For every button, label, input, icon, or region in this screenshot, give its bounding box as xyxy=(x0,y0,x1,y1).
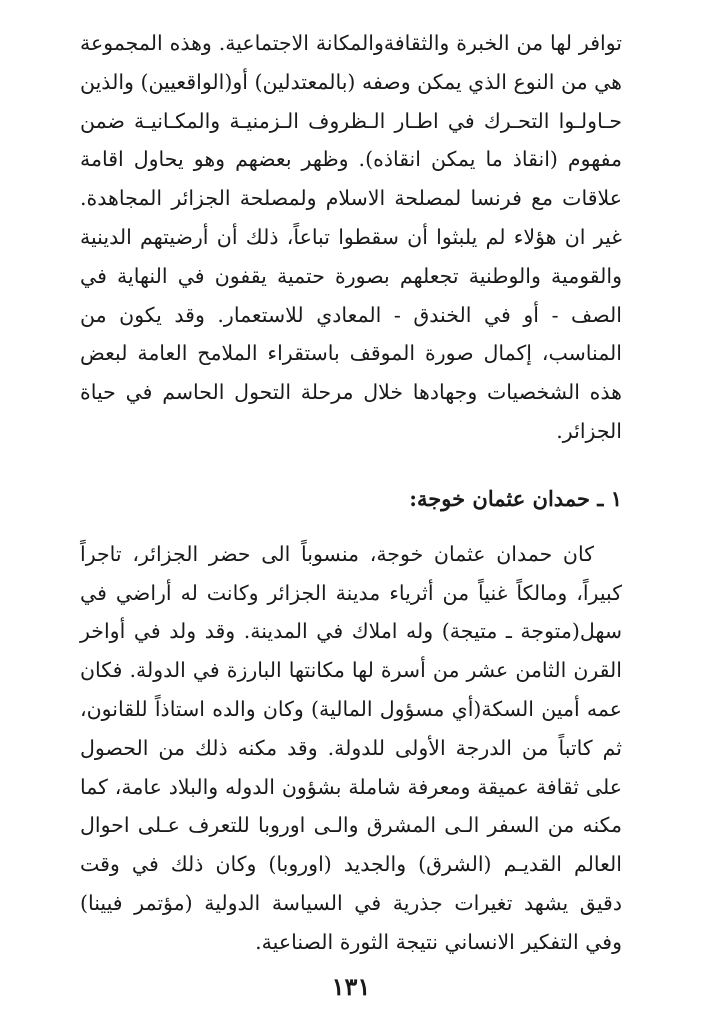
paragraph-intro: توافر لها من الخبرة والثقافةوالمكانة الاجتماعية. وهذه المجموعة هي من النوع الذي يمكن وصفه (بالمعتدلين) أو(الواقعيين) والذين حـاولـوا التحـرك في اطـار الـظروف الـزمنيـة والمكـانيـة ضمن مفهوم (انقاذ ما يمكن انقاذه). وظهر بعضهم وهو يحاول اقامة علاقات مع فرنسا لمصلحة الاسلام ولمصلحة الجزائر المجاهدة. غير ان هؤلاء لم يلبثوا أن سقطوا تباعاً، ذلك أن أرضيتهم الدينية والقومية والوطنية تجعلهم بصورة حتمية يقفون في النهاية في الصف - أو في الخندق - المعادي للاستعمار. وقد يكون من المناسب، إكمال صورة الموقف باستقراء الملامح العامة لبعض هذه الشخصيات وجهادها خلال مرحلة التحول الحاسم في حياة الجزائر. xyxy=(80,31,622,443)
page-number: ١٣١ xyxy=(331,972,371,1001)
paragraph-hamdan: كان حمدان عثمان خوجة، منسوباً الى حضر الجزائر، تاجراً كبيراً، ومالكاً غنياً من أثرياء مدينة الجزائر وكانت له أراضي في سهل(متوجة ـ متيجة) وله املاك في المدينة. وقد ولد في أواخر القرن الثامن عشر من أسرة لها مكانتها البارزة في الدولة. فكان عمه أمين السكة(أي مسؤول المالية) وكان والده استاذاً للقانون، ثم كاتباً من الدرجة الأولى للدولة. وقد مكنه ذلك من الحصول على ثقافة عميقة ومعرفة شاملة بشؤون الدوله والبلاد عامة، كما مكنه من السفر الـى المشرق والـى اوروبا للتعرف عـلى احوال العالم القديـم (الشرق) والجديد (اوروبا) وكان ذلك في وقت دقيق يشهد تغيرات جذرية في السياسة الدولية (مؤتمر فيينا) وفي التفكير الانساني نتيجة الثورة الصناعية. xyxy=(80,541,622,954)
section-heading: ١ ـ حمدان عثمان خوجة: xyxy=(409,485,622,511)
page-body xyxy=(80,24,622,962)
